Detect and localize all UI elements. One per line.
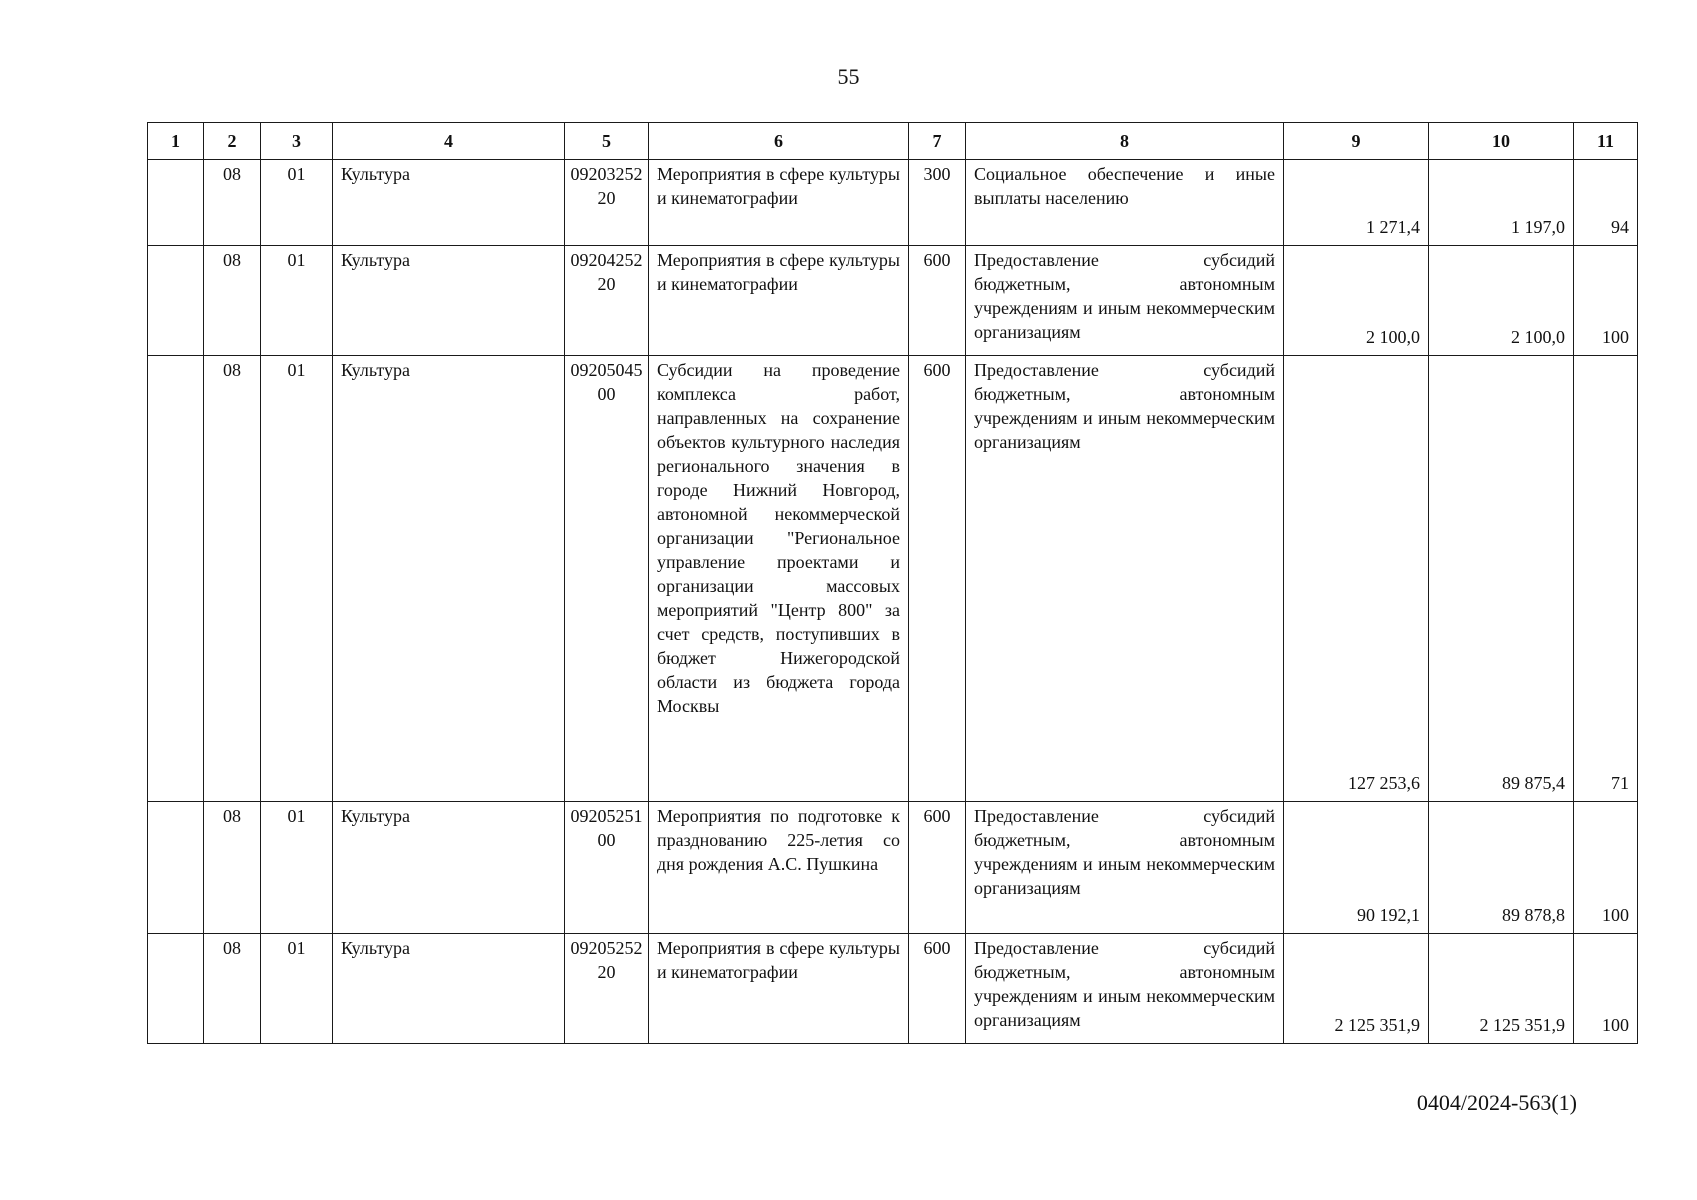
- cell-subsection: 01: [261, 934, 333, 1044]
- document-code: 0404/2024-563(1): [1416, 1090, 1577, 1115]
- cell-actual-amount: 89 875,4: [1429, 356, 1574, 802]
- header-row: [148, 123, 1638, 160]
- cell-planned-amount: 2 100,0: [1284, 246, 1429, 356]
- cell-expense-type: 600: [909, 802, 966, 934]
- cell-subsection: 01: [261, 160, 333, 246]
- cell-section-name: Культура: [333, 934, 565, 1044]
- header-cell: 8: [966, 123, 1284, 160]
- cell-planned-amount: 2 125 351,9: [1284, 934, 1429, 1044]
- header-cell: 2: [204, 123, 261, 160]
- cell-index: [148, 802, 204, 934]
- cell-target-code: 0920425220: [565, 246, 649, 356]
- cell-index: [148, 934, 204, 1044]
- cell-percent: 100: [1574, 802, 1638, 934]
- cell-expense-type: 600: [909, 934, 966, 1044]
- cell-target-name: Мероприятия в сфере культуры и кинематографии: [649, 934, 909, 1044]
- cell-expense-type: 300: [909, 160, 966, 246]
- header-cell: 4: [333, 123, 565, 160]
- cell-planned-amount: 1 271,4: [1284, 160, 1429, 246]
- header-cell: 7: [909, 123, 966, 160]
- cell-index: [148, 246, 204, 356]
- cell-target-name: Мероприятия в сфере культуры и кинематографии: [649, 160, 909, 246]
- header-cell: 1: [148, 123, 204, 160]
- cell-expense-type-name: Предоставление субсидий бюджетным, автономным учреждениям и иным некоммерческим организациям: [966, 934, 1284, 1044]
- cell-section: 08: [204, 934, 261, 1044]
- cell-section-name: Культура: [333, 356, 565, 802]
- cell-subsection: 01: [261, 802, 333, 934]
- cell-target-code: 0920325220: [565, 160, 649, 246]
- table-row: [148, 356, 1638, 802]
- table-row: [148, 246, 1638, 356]
- cell-section-name: Культура: [333, 802, 565, 934]
- table-row: [148, 802, 1638, 934]
- cell-target-code: 0920504500: [565, 356, 649, 802]
- cell-expense-type-name: Предоставление субсидий бюджетным, автономным учреждениям и иным некоммерческим организациям: [966, 802, 1284, 934]
- cell-expense-type: 600: [909, 356, 966, 802]
- cell-target-code: 0920525220: [565, 934, 649, 1044]
- budget-table: [147, 122, 1638, 1044]
- cell-actual-amount: 2 100,0: [1429, 246, 1574, 356]
- cell-target-code: 0920525100: [565, 802, 649, 934]
- cell-actual-amount: 2 125 351,9: [1429, 934, 1574, 1044]
- table-row: [148, 160, 1638, 246]
- cell-section: 08: [204, 246, 261, 356]
- cell-section-name: Культура: [333, 246, 565, 356]
- cell-percent: 100: [1574, 246, 1638, 356]
- cell-expense-type-name: Предоставление субсидий бюджетным, автономным учреждениям и иным некоммерческим организациям: [966, 356, 1284, 802]
- header-cell: 11: [1574, 123, 1638, 160]
- header-cell: 10: [1429, 123, 1574, 160]
- cell-target-name: Мероприятия по подготовке к празднованию 225-летия со дня рождения А.С. Пушкина: [649, 802, 909, 934]
- cell-section: 08: [204, 356, 261, 802]
- header-cell: 9: [1284, 123, 1429, 160]
- cell-expense-type: 600: [909, 246, 966, 356]
- header-cell: 6: [649, 123, 909, 160]
- cell-percent: 100: [1574, 934, 1638, 1044]
- cell-expense-type-name: Предоставление субсидий бюджетным, автономным учреждениям и иным некоммерческим организациям: [966, 246, 1284, 356]
- cell-planned-amount: 90 192,1: [1284, 802, 1429, 934]
- cell-index: [148, 160, 204, 246]
- header-cell: 5: [565, 123, 649, 160]
- cell-actual-amount: 1 197,0: [1429, 160, 1574, 246]
- cell-subsection: 01: [261, 356, 333, 802]
- cell-actual-amount: 89 878,8: [1429, 802, 1574, 934]
- cell-expense-type-name: Социальное обеспечение и иные выплаты населению: [966, 160, 1284, 246]
- cell-target-name: Мероприятия в сфере культуры и кинематографии: [649, 246, 909, 356]
- table-row: [148, 934, 1638, 1044]
- cell-percent: 94: [1574, 160, 1638, 246]
- cell-planned-amount: 127 253,6: [1284, 356, 1429, 802]
- cell-target-name: Субсидии на проведение комплекса работ, направленных на сохранение объектов культурного наследия регионального значения в городе Нижний Новгород, автономной некоммерческой организации "Региональное управление проектами и организации массовых мероприятий "Центр 800" за счет средств, поступивших в бюджет Нижегородской области из бюджета города Москвы: [649, 356, 909, 802]
- cell-section-name: Культура: [333, 160, 565, 246]
- cell-section: 08: [204, 160, 261, 246]
- page-number: 55: [837, 64, 860, 89]
- cell-subsection: 01: [261, 246, 333, 356]
- cell-percent: 71: [1574, 356, 1638, 802]
- cell-section: 08: [204, 802, 261, 934]
- cell-index: [148, 356, 204, 802]
- header-cell: 3: [261, 123, 333, 160]
